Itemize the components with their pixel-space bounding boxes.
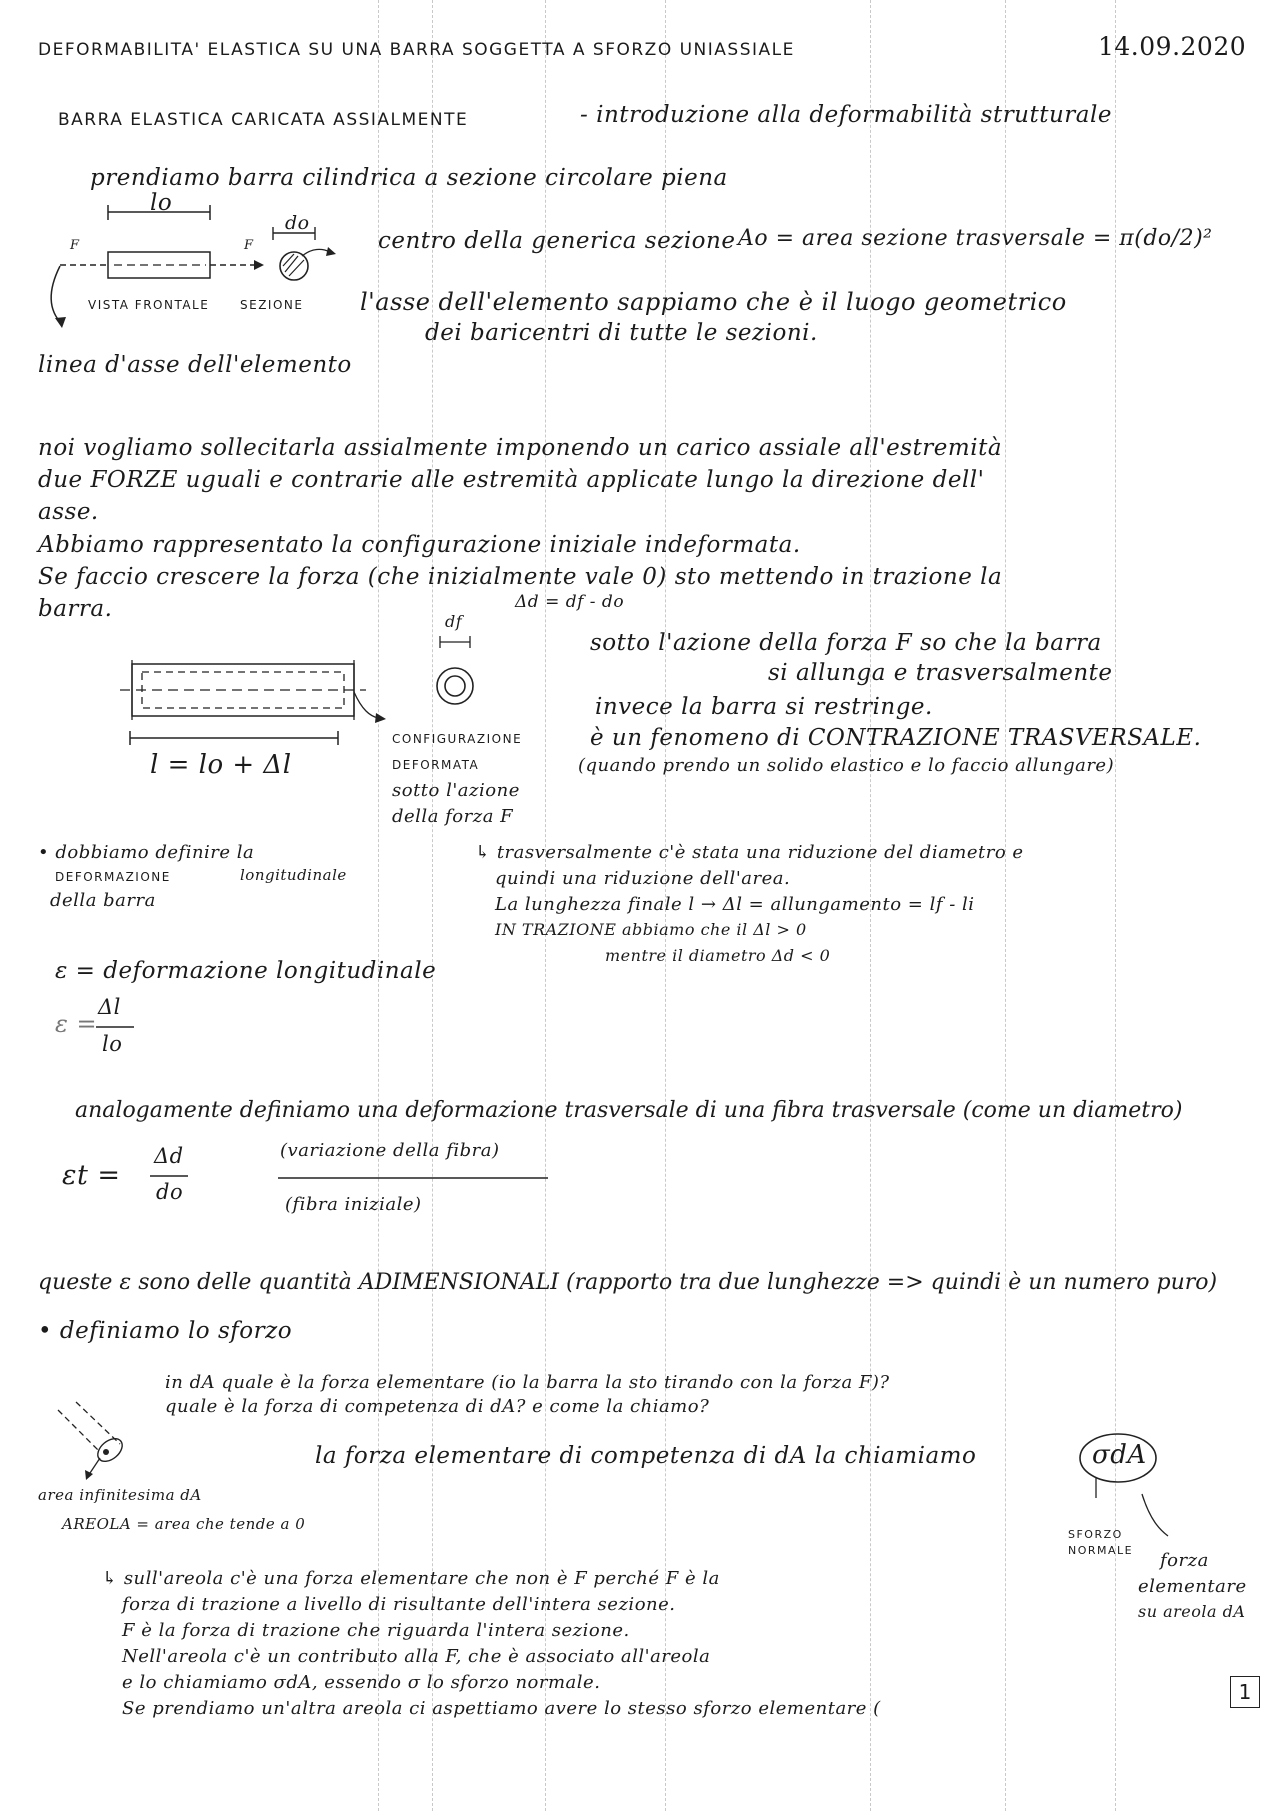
label-f-right: F <box>244 238 254 253</box>
area-formula: Ao = area sezione trasversale = π(do/2)² <box>738 226 1213 251</box>
config-label: della forza F <box>392 806 514 827</box>
text-line: noi vogliamo sollecitarla assialmente imponendo un carico assiale all'estremità <box>38 435 1003 461</box>
areola-text: Nell'areola c'è un contributo alla F, che è associato all'areola <box>122 1646 711 1667</box>
page-number: 1 <box>1230 1676 1260 1708</box>
stress-heading: • definiamo lo sforzo <box>38 1318 293 1344</box>
guide-line <box>432 0 433 1811</box>
text-line: barra. <box>38 596 113 622</box>
fiber-initial-note: (fibra iniziale) <box>285 1194 422 1215</box>
epsilon-num: Δl <box>98 995 121 1019</box>
fig2-text: (quando prendo un solido elastico e lo faccio allungare) <box>578 755 1115 776</box>
delta-d-label: Δd = df - do <box>515 592 625 612</box>
fiber-variation-note: (variazione della fibra) <box>280 1140 500 1161</box>
elementary-force-label: forza <box>1160 1550 1209 1571</box>
text-line: Abbiamo rappresentato la configurazione iniziale indeformata. <box>38 532 801 558</box>
right-text: IN TRAZIONE abbiamo che il Δl > 0 <box>495 920 807 939</box>
areola-text: Se prendiamo un'altra areola ci aspettiamo avere lo stesso sforzo elementare ( <box>122 1698 881 1719</box>
label-front-view: VISTA FRONTALE <box>88 298 210 312</box>
deformation-caps: longitudinale <box>240 866 347 884</box>
guide-line <box>1005 0 1006 1811</box>
fig2-text: invece la barra si restringe. <box>595 694 933 720</box>
epsilon-t-num: Δd <box>154 1144 184 1168</box>
areola-text-1: sull'areola c'è una forza elementare che non è F perché F è la <box>123 1568 720 1589</box>
page-title: DEFORMABILITA' ELASTICA SU UNA BARRA SOGGETTA A SFORZO UNIASSIALE <box>38 40 795 60</box>
section-subheading: - introduzione alla deformabilità strutturale <box>580 102 1112 128</box>
epsilon-definition: ε = deformazione longitudinale <box>55 958 437 984</box>
right-text: La lunghezza finale l → Δl = allungamento = lf - li <box>495 894 975 915</box>
elementary-force-label: elementare <box>1138 1576 1247 1597</box>
fig2-text: sotto l'azione della forza F so che la barra <box>590 630 1102 656</box>
area-infinitesimal: area infinitesima dA <box>38 1486 202 1504</box>
epsilon-t-lhs: εt = <box>62 1160 121 1191</box>
config-label: sotto l'azione <box>392 780 520 801</box>
elementary-force-label: su areola dA <box>1138 1602 1246 1621</box>
arrow-elementary <box>1140 1490 1180 1540</box>
right-text: mentre il diametro Δd < 0 <box>605 946 831 965</box>
epsilon-lhs: ε = <box>55 1010 98 1038</box>
areola-sketch <box>40 1400 150 1490</box>
transverse-definition: analogamente definiamo una deformazione trasversale di una fibra trasversale (come un diametro) <box>75 1098 1183 1123</box>
normal-stress-label: SFORZO <box>1068 1528 1123 1541</box>
section-heading: BARRA ELASTICA CARICATA ASSIALMENTE <box>58 110 469 130</box>
areola-definition: AREOLA = area che tende a 0 <box>62 1515 306 1533</box>
areola-text: F è la forza di trazione che riguarda l'intera sezione. <box>122 1620 630 1641</box>
stress-main: la forza elementare di competenza di dA la chiamiamo <box>315 1443 977 1469</box>
areola-text: ↳ sull'areola c'è una forza elementare che non è F perché F è la <box>102 1568 720 1589</box>
normal-stress-label: NORMALE <box>1068 1544 1134 1557</box>
label-f-left: F <box>70 238 80 253</box>
text-line: Se faccio crescere la forza (che inizialmente vale 0) sto mettendo in trazione la <box>38 564 1003 590</box>
section-center-text: centro della generica sezione <box>378 228 736 254</box>
axis-text: dei baricentri di tutte le sezioni. <box>425 320 818 346</box>
length-formula: l = lo + Δl <box>150 750 292 780</box>
text-line: due FORZE uguali e contrarie alle estremità applicate lungo la direzione dell' <box>38 467 985 493</box>
text-line: asse. <box>38 499 99 525</box>
axis-line-label: linea d'asse dell'elemento <box>38 352 352 378</box>
adimensional-line: queste ε sono delle quantità ADIMENSIONALI (rapporto tra due lunghezze => quindi è un numero puro) <box>38 1270 1218 1295</box>
label-d0: do <box>285 212 310 234</box>
right-text: quindi una riduzione dell'area. <box>495 868 791 889</box>
intro-line: prendiamo barra cilindrica a sezione circolare piena <box>90 165 728 191</box>
areola-text: e lo chiamiamo σdA, essendo σ lo sforzo normale. <box>122 1672 601 1693</box>
guide-line <box>378 0 379 1811</box>
fig2-text: si allunga e trasversalmente <box>768 660 1113 686</box>
fraction-bar <box>96 1025 136 1029</box>
label-l0: lo <box>150 190 173 216</box>
deformation-caps: DEFORMAZIONE <box>55 870 171 884</box>
sigma-da: σdA <box>1092 1440 1147 1470</box>
areola-text: forza di trazione a livello di risultante dell'intera sezione. <box>122 1594 676 1615</box>
deformation-bar: della barra <box>50 890 156 911</box>
note-bar <box>278 1176 558 1180</box>
right-text-1: trasversalmente c'è stata una riduzione del diametro e <box>496 842 1024 863</box>
axis-text: l'asse dell'elemento sappiamo che è il luogo geometrico <box>360 288 1067 316</box>
config-label: DEFORMATA <box>392 758 480 772</box>
config-label: CONFIGURAZIONE <box>392 732 523 746</box>
epsilon-t-den: do <box>156 1180 184 1204</box>
deformation-intro: dobbiamo definire la <box>55 842 255 863</box>
df-label: df <box>445 612 463 631</box>
stress-question: quale è la forza di competenza di dA? e come la chiamo? <box>165 1396 710 1417</box>
fraction-bar <box>150 1174 190 1178</box>
stress-question: in dA quale è la forza elementare (io la barra la sto tirando con la forza F)? <box>165 1372 890 1393</box>
right-text: ↳ trasversalmente c'è stata una riduzione del diametro e <box>475 842 1024 863</box>
bullet-text: • dobbiamo definire la <box>38 842 255 863</box>
label-section: SEZIONE <box>240 298 304 312</box>
stress-heading-text: definiamo lo sforzo <box>59 1318 293 1344</box>
figure-undeformed-bar <box>40 200 360 340</box>
fig2-text: è un fenomeno di CONTRAZIONE TRASVERSALE. <box>590 725 1202 751</box>
epsilon-den: lo <box>102 1032 123 1056</box>
page-date: 14.09.2020 <box>1098 32 1247 61</box>
